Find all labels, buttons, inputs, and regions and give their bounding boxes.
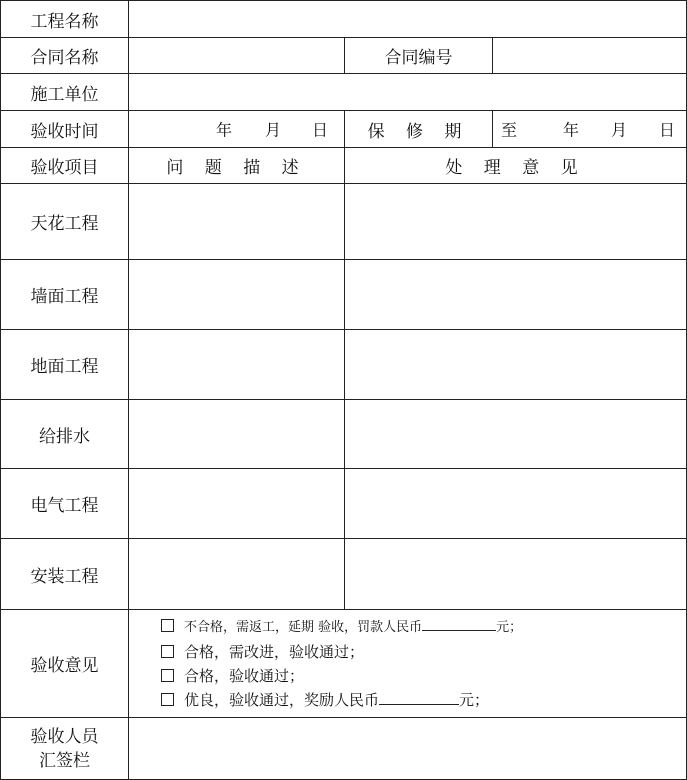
checkbox[interactable] bbox=[161, 619, 174, 632]
row-project-name bbox=[1, 1, 687, 38]
opinion-option-pass: 合格，验收通过； bbox=[161, 664, 686, 688]
acceptance-time-label: 验收时间 bbox=[1, 111, 129, 148]
item-row bbox=[1, 184, 687, 260]
warranty-year-unit: 年 bbox=[563, 120, 580, 140]
item-row bbox=[1, 330, 687, 400]
opinion-option-fail: 不合格，需返工，延期 验收，罚款人民币 元； bbox=[161, 616, 686, 640]
contractor-field[interactable] bbox=[129, 74, 687, 111]
opinion-options bbox=[129, 610, 687, 718]
item-handling-field[interactable] bbox=[345, 184, 687, 260]
acceptance-date-field[interactable] bbox=[129, 111, 345, 148]
contract-name-field[interactable] bbox=[129, 38, 345, 74]
project-name-field[interactable] bbox=[129, 1, 687, 38]
checkbox[interactable] bbox=[161, 693, 174, 706]
warranty-period-field[interactable] bbox=[493, 111, 687, 148]
item-label-floor: 地面工程 bbox=[1, 330, 129, 400]
item-problem-field[interactable] bbox=[129, 539, 345, 610]
date-day-unit: 日 bbox=[312, 120, 329, 140]
signature-field[interactable] bbox=[129, 718, 687, 780]
item-problem-field[interactable] bbox=[129, 400, 345, 469]
project-name-label: 工程名称 bbox=[1, 1, 129, 38]
item-label-wall: 墙面工程 bbox=[1, 260, 129, 330]
fine-amount-blank[interactable] bbox=[422, 617, 496, 631]
checkbox[interactable] bbox=[161, 669, 174, 682]
warranty-day-unit: 日 bbox=[659, 120, 676, 140]
date-year-unit: 年 bbox=[216, 120, 233, 140]
problem-column-header: 问 题 描 述 bbox=[129, 148, 345, 184]
item-label-ceiling: 天花工程 bbox=[1, 184, 129, 260]
row-signature bbox=[1, 718, 687, 780]
row-contractor bbox=[1, 74, 687, 111]
opinion-label: 验收意见 bbox=[1, 610, 129, 718]
item-handling-field[interactable] bbox=[345, 469, 687, 539]
item-problem-field[interactable] bbox=[129, 330, 345, 400]
item-label-plumbing: 给排水 bbox=[1, 400, 129, 469]
item-row bbox=[1, 400, 687, 469]
item-row bbox=[1, 260, 687, 330]
item-handling-field[interactable] bbox=[345, 330, 687, 400]
item-label-electrical: 电气工程 bbox=[1, 469, 129, 539]
item-problem-field[interactable] bbox=[129, 184, 345, 260]
opinion-option-pass-improve: 合格，需改进，验收通过； bbox=[161, 640, 686, 664]
item-row bbox=[1, 469, 687, 539]
row-opinion bbox=[1, 610, 687, 718]
warranty-to: 至 bbox=[501, 120, 518, 140]
item-problem-field[interactable] bbox=[129, 260, 345, 330]
item-problem-field[interactable] bbox=[129, 469, 345, 539]
contract-number-field[interactable] bbox=[493, 38, 687, 74]
item-handling-field[interactable] bbox=[345, 539, 687, 610]
items-header-label: 验收项目 bbox=[1, 148, 129, 184]
row-contract bbox=[1, 38, 687, 74]
checkbox[interactable] bbox=[161, 645, 174, 658]
warranty-month-unit: 月 bbox=[611, 120, 628, 140]
contractor-label: 施工单位 bbox=[1, 74, 129, 111]
item-handling-field[interactable] bbox=[345, 260, 687, 330]
row-items-header bbox=[1, 148, 687, 184]
row-acceptance-time bbox=[1, 111, 687, 148]
item-handling-field[interactable] bbox=[345, 400, 687, 469]
warranty-label: 保 修 期 bbox=[345, 111, 493, 148]
opinion-option-excellent: 优良，验收通过，奖励人民币 元； bbox=[161, 688, 686, 712]
item-label-installation: 安装工程 bbox=[1, 539, 129, 610]
signature-label: 验收人员 汇签栏 bbox=[1, 718, 129, 780]
date-month-unit: 月 bbox=[265, 120, 282, 140]
reward-amount-blank[interactable] bbox=[379, 691, 459, 705]
contract-name-label: 合同名称 bbox=[1, 38, 129, 74]
contract-number-label: 合同编号 bbox=[345, 38, 493, 74]
item-row bbox=[1, 539, 687, 610]
handling-column-header: 处 理 意 见 bbox=[345, 148, 687, 184]
